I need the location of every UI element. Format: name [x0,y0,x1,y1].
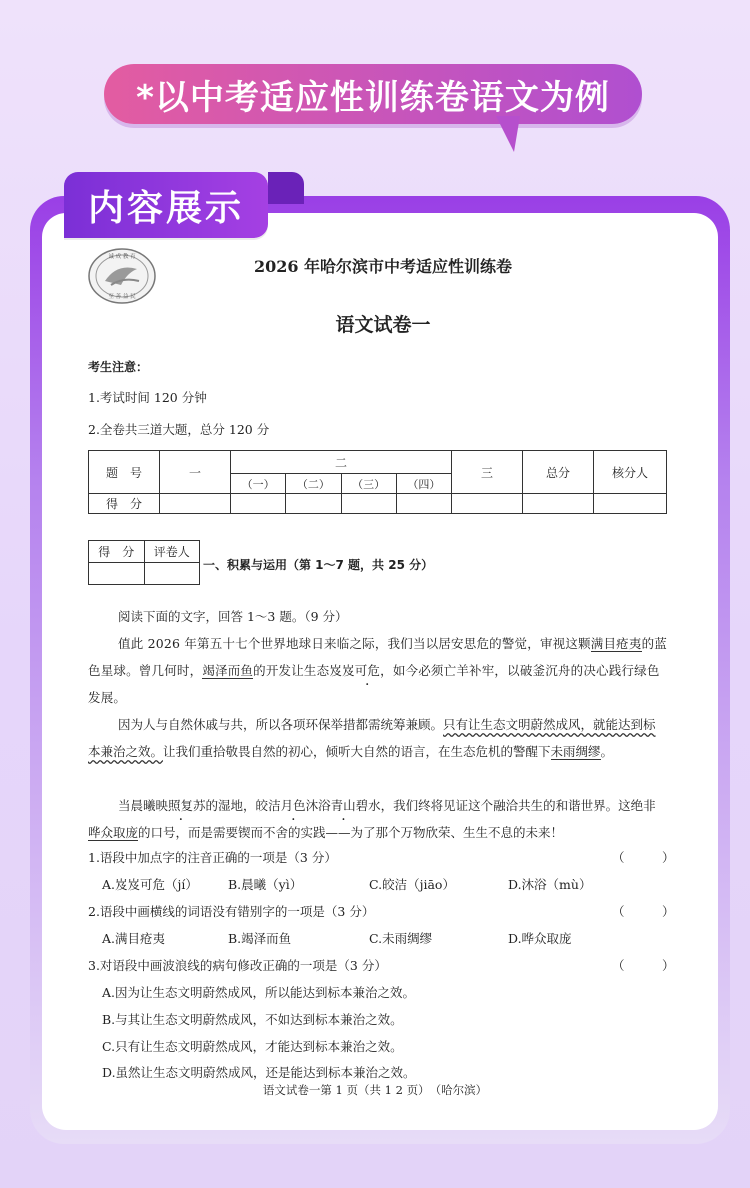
option: D.虽然让生态文明蔚然成风，还是能达到标本兼治之效。 [102,1065,416,1080]
question-1-stem: 1.语段中加点字的注音正确的一项是（3 分） [88,850,337,865]
row-label-score: 得 分 [89,494,160,514]
text-run: 的口号，而是需要锲而不舍的实践——为了那个万物欣荣、生生不息的未来！ [138,825,564,840]
score-cell[interactable] [341,494,396,514]
col-sub: （一） [231,474,286,494]
grader-score-label: 得 分 [89,541,145,563]
score-cell[interactable] [452,494,523,514]
svg-text:至 善 益 民: 至 善 益 民 [108,294,136,300]
underlined-word: 未雨绸缪 [550,744,601,759]
text-run: 的开发让生态 [253,663,330,678]
score-cell[interactable] [286,494,341,514]
score-cell[interactable] [594,494,667,514]
option: D.哗众取庞 [508,931,572,946]
dotted-char: 岌 · [329,663,342,678]
answer-blank[interactable]: （ ） [612,958,675,973]
grader-table [88,540,200,585]
col-sub: （三） [341,474,396,494]
option: C.皎洁（jiāo） [369,877,455,892]
question-3-stem: 3.对语段中画波浪线的病句修改正确的一项是（3 分） [88,958,387,973]
text-run: 让我们重拾敬畏自然的初心，倾听大自然的语言，在生态危机的警醒下 [163,744,551,759]
section-1-heading: 一、积累与运用（第 1～7 题，共 25 分） [203,558,434,572]
svg-text:诚 成 教 育: 诚 成 教 育 [108,254,136,260]
option: D.沐浴（mù） [508,877,592,892]
row-label-question: 题 号 [89,451,160,494]
text-run: 洁月色 [268,798,306,813]
col-section-3: 三 [452,451,523,494]
grader-name-label: 评卷人 [144,541,200,563]
option: A.因为让生态文明蔚然成风，所以能达到标本兼治之效。 [102,985,416,1000]
option: B.晨曦（yì） [228,877,303,892]
dotted-char: 沐 · [306,798,319,813]
page-footer: 语文试卷一第 1 页（共 1 2 页） （哈尔滨） [262,1083,488,1097]
score-cell[interactable] [396,494,451,514]
option: A.满目疮夷 [102,931,166,946]
col-sub: （四） [396,474,451,494]
grader-name-cell[interactable] [144,563,200,585]
score-cell[interactable] [523,494,594,514]
notice-heading: 考生注意： [88,360,149,374]
notice-item: 1.考试时间 120 分钟 [88,390,207,405]
question-2-stem: 2.语段中画横线的词语没有错别字的一项是（3 分） [88,904,375,919]
passage-paragraph-1 [88,630,668,711]
text-run: 。 [600,744,614,759]
reading-intro: 阅读下面的文字，回答 1～3 题。（9 分） [118,609,348,624]
text-run: 因为人与自然休戚与共，所以各项环保举措都需统筹兼顾。 [118,717,444,732]
option: C.只有让生态文明蔚然成风，才能达到标本兼治之效。 [102,1039,403,1054]
text-run: 值此 2026 年第五十七个世界地球日来临之际，我们当以居安思危的警觉，审视这颗 [118,636,591,651]
answer-blank[interactable]: （ ） [612,850,675,865]
wavy-sentence: 只有让生态文明蔚然成风，就能达到标本兼治之效。 [88,717,656,759]
section-tag-text: 内容展示 [87,187,244,229]
dotted-char: 曦 · [143,798,156,813]
exam-main-title: 2026 年哈尔滨市中考适应性训练卷 [253,257,513,276]
text-run: 浴青山碧水，我们终将见证这个融洽共生的和谐世界。这绝非 [318,798,656,813]
score-cell[interactable] [231,494,286,514]
passage-paragraph-3 [88,792,668,846]
answer-blank[interactable]: （ ） [612,904,675,919]
text-run: 映照复苏的湿地， [155,798,256,813]
dotted-char: 皎 · [256,798,269,813]
underlined-word: 竭泽而鱼 [202,663,254,678]
exam-sub-title: 语文试卷一 [335,314,431,336]
score-table [88,450,667,514]
option: B.与其让生态文明蔚然成风，不如达到标本兼治之效。 [102,1012,403,1027]
option: A.岌岌可危（jí） [102,877,198,892]
text-run: 当晨 [118,798,144,813]
text-run: 的蓝色星球。曾几何时， [88,636,667,678]
underlined-word: 满目疮夷 [590,636,642,651]
grader-score-cell[interactable] [89,563,145,585]
notice-item: 2.全卷共三道大题，总分 120 分 [88,422,270,437]
col-section-1: 一 [160,451,231,494]
option: C.未雨绸缪 [369,931,433,946]
option: B.竭泽而鱼 [228,931,292,946]
text-run: 岌可危，如今必须亡羊补牢，以破釜沉舟的决心践行绿色发展。 [88,663,660,705]
col-sub: （二） [286,474,341,494]
col-section-2: 二 [231,451,452,474]
banner-text: *以中考适应性训练卷语文为例 [136,77,610,118]
col-total: 总分 [523,451,594,494]
passage-paragraph-2 [88,711,668,765]
score-cell[interactable] [160,494,231,514]
underlined-word: 哗众取庞 [88,825,139,840]
col-checker: 核分人 [594,451,667,494]
